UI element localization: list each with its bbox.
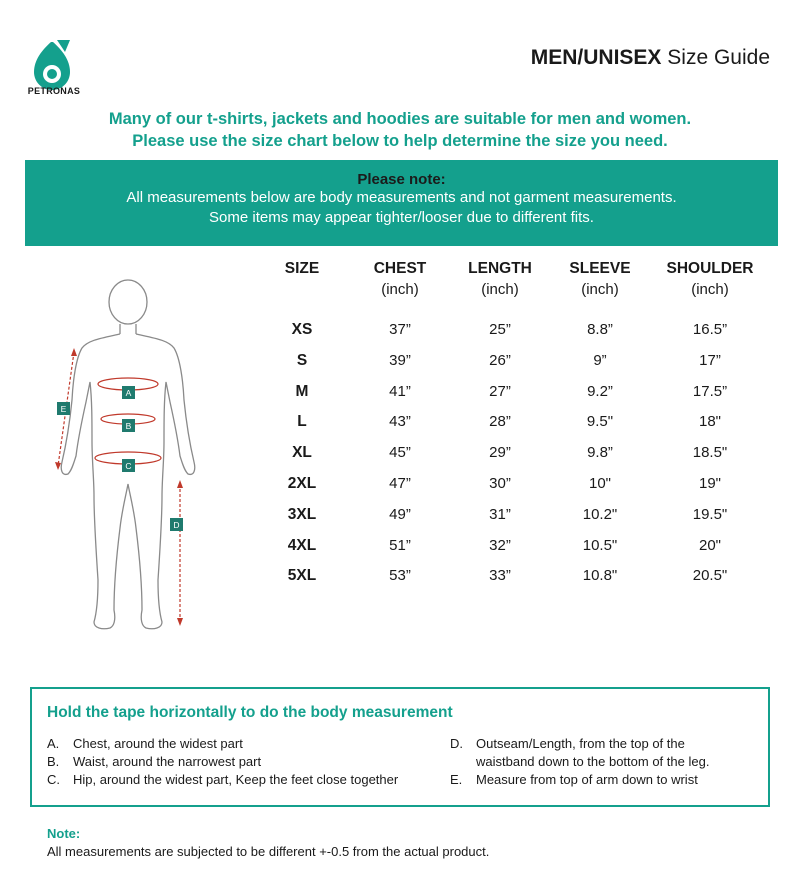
- body-outline: [61, 280, 195, 629]
- table-cell-chest: 39”: [389, 351, 411, 369]
- instruction-text-d-cont: waistband down to the bottom of the leg.: [476, 754, 710, 769]
- instruction-key-c: C.: [47, 772, 60, 787]
- instruction-item-d-cont: [450, 754, 709, 769]
- instruction-key-d: D.: [450, 736, 463, 751]
- marker-d-label: D: [173, 520, 180, 530]
- table-cell-size: M: [295, 382, 309, 400]
- column-header-size: SIZE: [284, 260, 320, 277]
- table-cell-size: 3XL: [287, 505, 317, 523]
- page-title-bold: MEN/UNISEX: [530, 46, 662, 69]
- table-cell-size: XS: [291, 321, 313, 338]
- marker-a-label: A: [125, 388, 132, 398]
- page-title-rest: Size Guide: [661, 46, 770, 69]
- table-cell-length: 28”: [489, 413, 511, 431]
- table-cell-sleeve: 10.8": [582, 567, 618, 585]
- table-cell-sleeve: 10.5": [582, 536, 618, 554]
- table-cell-size: 4XL: [287, 536, 317, 554]
- brand-name: PETRONAS: [27, 86, 81, 96]
- instruction-text-c: Hip, around the widest part, Keep the feet close together: [73, 772, 399, 787]
- table-cell-shoulder: 19.5": [692, 505, 728, 523]
- table-cell-shoulder: 18": [698, 413, 721, 431]
- instruction-item-a: [47, 736, 243, 751]
- page-title: [531, 46, 770, 70]
- marker-e-label: E: [60, 404, 67, 414]
- instruction-item-b: [47, 754, 261, 769]
- column-header-shoulder: SHOULDER: [666, 260, 754, 277]
- table-cell-chest: 41”: [389, 382, 411, 400]
- table-cell-size: XL: [292, 444, 312, 462]
- table-cell-sleeve: 9.5": [586, 413, 614, 431]
- instruction-key-e: E.: [450, 772, 463, 787]
- intro-text: [0, 108, 800, 152]
- table-cell-length: 32”: [489, 536, 511, 554]
- instruction-text-e: Measure from top of arm down to wrist: [476, 772, 698, 787]
- notice-heading: Please note:: [357, 171, 446, 188]
- intro-line-1: Many of our t-shirts, jackets and hoodies are suitable for men and women.: [108, 110, 692, 128]
- table-cell-length: 33”: [489, 567, 511, 585]
- table-cell-size: S: [296, 351, 308, 369]
- instruction-item-c: [47, 772, 398, 787]
- instructions-title: Hold the tape horizontally to do the body measurement: [47, 704, 453, 721]
- table-cell-shoulder: 16.5”: [692, 321, 728, 338]
- instruction-text-b: Waist, around the narrowest part: [73, 754, 262, 769]
- notice-line-2: Some items may appear tighter/looser due to different fits.: [209, 209, 594, 226]
- table-cell-sleeve: 10.2": [582, 505, 618, 523]
- table-cell-chest: 49”: [389, 505, 411, 523]
- table-cell-chest: 51”: [389, 536, 411, 554]
- table-cell-length: 26”: [489, 351, 511, 369]
- notice-banner: [25, 160, 778, 246]
- instruction-item-d: [450, 736, 685, 751]
- footer-note-text: All measurements are subjected to be different +-0.5 from the actual product.: [47, 844, 490, 859]
- column-header-sleeve: SLEEVE: [569, 260, 631, 277]
- table-cell-length: 27”: [489, 382, 511, 400]
- table-cell-sleeve: 8.8”: [587, 321, 613, 338]
- column-unit-length: (inch): [481, 281, 519, 298]
- table-cell-sleeve: 9”: [593, 351, 607, 369]
- instruction-item-e: [450, 772, 698, 787]
- table-cell-chest: 53”: [389, 567, 411, 585]
- column-unit-shoulder: (inch): [691, 281, 729, 298]
- table-cell-length: 30”: [489, 475, 511, 492]
- table-cell-shoulder: 18.5": [692, 444, 728, 462]
- table-cell-sleeve: 9.8”: [587, 444, 613, 462]
- marker-c-label: C: [125, 461, 132, 471]
- table-cell-shoulder: 17”: [699, 351, 721, 369]
- table-cell-size: L: [297, 413, 307, 431]
- intro-line-2: Please use the size chart below to help determine the size you need.: [132, 132, 668, 150]
- table-cell-chest: 47”: [389, 475, 411, 492]
- footer-note-label: Note:: [47, 826, 81, 841]
- instruction-key-a: A.: [47, 736, 60, 751]
- marker-b-label: B: [125, 421, 132, 431]
- table-cell-shoulder: 19": [698, 475, 721, 492]
- column-header-length: LENGTH: [468, 260, 532, 277]
- table-cell-size: 5XL: [287, 567, 317, 585]
- body-measurement-figure: [40, 270, 240, 650]
- table-cell-sleeve: 9.2”: [587, 382, 613, 400]
- table-cell-chest: 45”: [389, 444, 411, 462]
- instruction-text-a: Chest, around the widest part: [73, 736, 243, 751]
- table-cell-chest: 37”: [389, 321, 411, 338]
- notice-line-1: All measurements below are body measurements and not garment measurements.: [126, 189, 677, 206]
- instruction-text-d: Outseam/Length, from the top of the: [476, 736, 685, 751]
- table-cell-length: 31”: [489, 505, 511, 523]
- table-cell-shoulder: 20": [698, 536, 721, 554]
- table-cell-shoulder: 20.5": [692, 567, 728, 585]
- column-unit-chest: (inch): [381, 281, 419, 298]
- table-cell-size: 2XL: [287, 475, 317, 492]
- table-cell-sleeve: 10": [588, 475, 611, 492]
- table-cell-shoulder: 17.5”: [692, 382, 728, 400]
- table-cell-length: 29”: [489, 444, 511, 462]
- column-header-chest: CHEST: [373, 260, 427, 277]
- table-cell-length: 25”: [489, 321, 511, 338]
- column-unit-sleeve: (inch): [581, 281, 619, 298]
- instruction-key-b: B.: [47, 754, 60, 769]
- table-cell-chest: 43”: [389, 413, 411, 431]
